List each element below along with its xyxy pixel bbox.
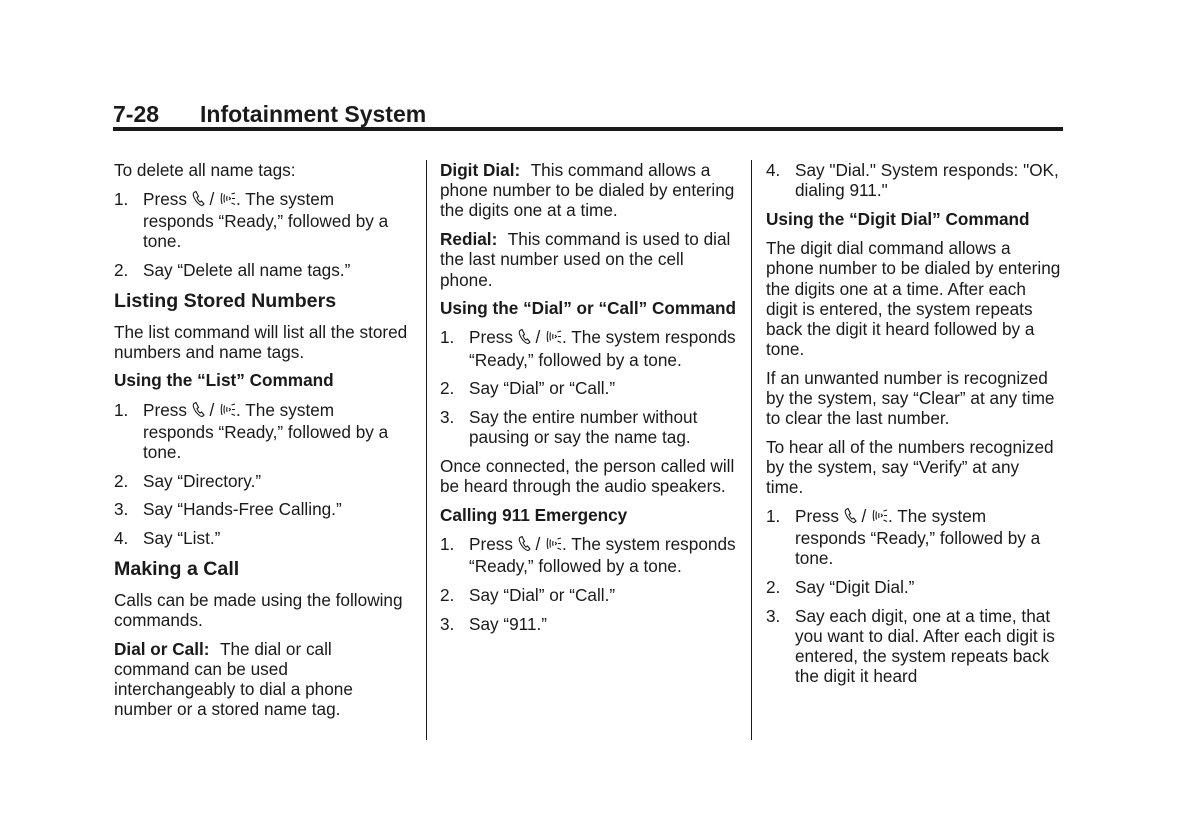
steps-list	[766, 506, 1061, 687]
list-item	[114, 499, 409, 519]
intro-text: To delete all name tags:	[114, 160, 296, 180]
subheading-dial-call-command: Using the “Dial” or “Call” Command	[440, 298, 737, 319]
step-text: Press	[469, 327, 513, 348]
step-text: Say each digit, one at a time, that you want to dial. After each digit is entered, the system repeats back the digit it heard	[795, 605, 1055, 687]
list-item: 1. Press / . The system responds “Ready,” followed by a tone.	[440, 534, 736, 577]
digit-dial-paragraph	[440, 160, 740, 221]
paragraph: If an unwanted number is recognized by the system, say “Clear” at any time to clear the last number.	[766, 367, 1055, 429]
list-item	[440, 407, 740, 447]
steps-list	[440, 327, 740, 447]
step-text: . The system responds “Ready,” followed by a tone.	[143, 399, 389, 463]
step-number: 4.	[114, 528, 129, 549]
step-text: Say “Dial” or “Call.”	[469, 378, 616, 399]
term-label: Dial or Call:	[114, 638, 210, 659]
term-text: This command is used to dial the last number used on the cell phone.	[440, 229, 731, 290]
paragraph: To hear all of the numbers recognized by the system, say “Verify” at any time.	[766, 436, 1054, 498]
list-item	[114, 471, 409, 491]
dial-or-call-paragraph	[114, 639, 409, 720]
list-item: 1. Press / . The system responds “Ready,” followed by a tone.	[766, 506, 1041, 569]
step-text: Say “Delete all name tags.”	[143, 259, 351, 280]
subheading-digit-dial-command: Using the “Digit Dial” Command	[766, 208, 1030, 229]
voice-command-icon	[545, 535, 562, 556]
column-divider	[751, 160, 752, 740]
step-number: 2.	[114, 259, 129, 280]
step-text: . The system responds “Ready,” followed by a tone.	[143, 188, 389, 252]
paragraph: The list command will list all the stored numbers and name tags.	[114, 321, 408, 362]
step-number: 3.	[440, 613, 455, 634]
paragraph: The digit dial command allows a phone number to be dialed by entering the digits one at a time. After each digit is entered, the system repeats back the digit it heard followed by a tone.	[766, 238, 1061, 360]
voice-command-icon	[219, 401, 236, 422]
phone-icon	[192, 190, 205, 211]
header-rule	[113, 127, 1063, 131]
step-text: Say the entire number without pausing or say the name tag.	[469, 407, 698, 448]
step-number: 2.	[440, 378, 455, 399]
step-text: Say “Directory.”	[143, 470, 262, 491]
step-number: 1.	[114, 188, 129, 209]
step-text: Say "Dial." System responds: "OK, dialing 911."	[795, 160, 1059, 201]
step-number: 1.	[766, 506, 781, 527]
step-number: 2.	[114, 470, 129, 491]
list-item	[766, 606, 1061, 687]
subheading-calling-911: Calling 911 Emergency	[440, 504, 628, 525]
heading-listing-stored-numbers: Listing Stored Numbers	[114, 289, 337, 312]
step-number: 4.	[766, 160, 781, 180]
step-number: 3.	[766, 605, 781, 626]
step-text: . The system responds “Ready,” followed by a tone.	[469, 327, 736, 370]
list-item	[766, 160, 1061, 200]
column-2	[440, 160, 740, 642]
term-text: The dial or call command can be used interchangeably to dial a phone number or a stored name tag.	[114, 638, 353, 720]
term-text: This command allows a phone number to be dialed by entering the digits one at a time.	[440, 160, 735, 221]
step-number: 2.	[766, 577, 781, 598]
steps-list	[114, 189, 409, 280]
step-text: Say “911.”	[469, 613, 548, 634]
step-text: Say “Digit Dial.”	[795, 577, 915, 598]
paragraph: Calls can be made using the following commands.	[114, 589, 403, 631]
list-item	[766, 577, 1061, 597]
phone-icon	[192, 401, 205, 422]
page-number: 7-28	[113, 101, 160, 127]
step-number: 2.	[440, 584, 455, 605]
subheading-list-command: Using the “List” Command	[114, 370, 334, 391]
list-item: 1. Press / . The system responds “Ready,” followed by a tone.	[440, 327, 736, 370]
phone-icon	[844, 507, 857, 528]
list-item	[440, 585, 740, 605]
paragraph: Once connected, the person called will be heard through the audio speakers.	[440, 455, 735, 497]
step-number: 3.	[114, 499, 129, 520]
step-text: Say “Hands-Free Calling.”	[143, 499, 342, 520]
list-item: 1. Press / . The system responds “Ready,” followed by a tone.	[114, 188, 389, 252]
heading-making-a-call: Making a Call	[114, 557, 240, 580]
list-item	[114, 260, 409, 280]
list-item: 1. Press / . The system responds “Ready,” followed by a tone.	[114, 399, 389, 463]
column-3	[766, 160, 1061, 695]
step-text: Say “Dial” or “Call.”	[469, 584, 616, 605]
redial-paragraph	[440, 229, 740, 290]
list-item	[440, 614, 740, 634]
step-text: Say “List.”	[143, 528, 221, 549]
step-text: Press	[795, 506, 839, 527]
list-item	[114, 528, 409, 548]
step-number: 1.	[440, 534, 455, 555]
steps-list	[766, 160, 1061, 200]
step-number: 1.	[114, 399, 129, 420]
steps-list	[440, 534, 740, 634]
step-text: Press	[469, 534, 513, 555]
step-text: Press	[143, 399, 187, 420]
phone-icon	[518, 535, 531, 556]
step-text: Press	[143, 188, 187, 209]
step-text: . The system responds “Ready,” followed by a tone.	[469, 534, 736, 577]
phone-icon	[518, 328, 531, 349]
column-1	[114, 160, 409, 728]
voice-command-icon	[545, 328, 562, 349]
section-title: Infotainment System	[200, 101, 427, 127]
steps-list	[114, 400, 409, 549]
step-number: 1.	[440, 327, 455, 348]
term-label: Digit Dial:	[440, 160, 521, 180]
column-divider	[426, 160, 427, 740]
list-item	[440, 378, 740, 398]
step-number: 3.	[440, 407, 455, 428]
step-text: . The system responds “Ready,” followed by a tone.	[795, 506, 1041, 569]
voice-command-icon	[219, 190, 236, 211]
voice-command-icon	[871, 507, 888, 528]
term-label: Redial:	[440, 229, 498, 250]
